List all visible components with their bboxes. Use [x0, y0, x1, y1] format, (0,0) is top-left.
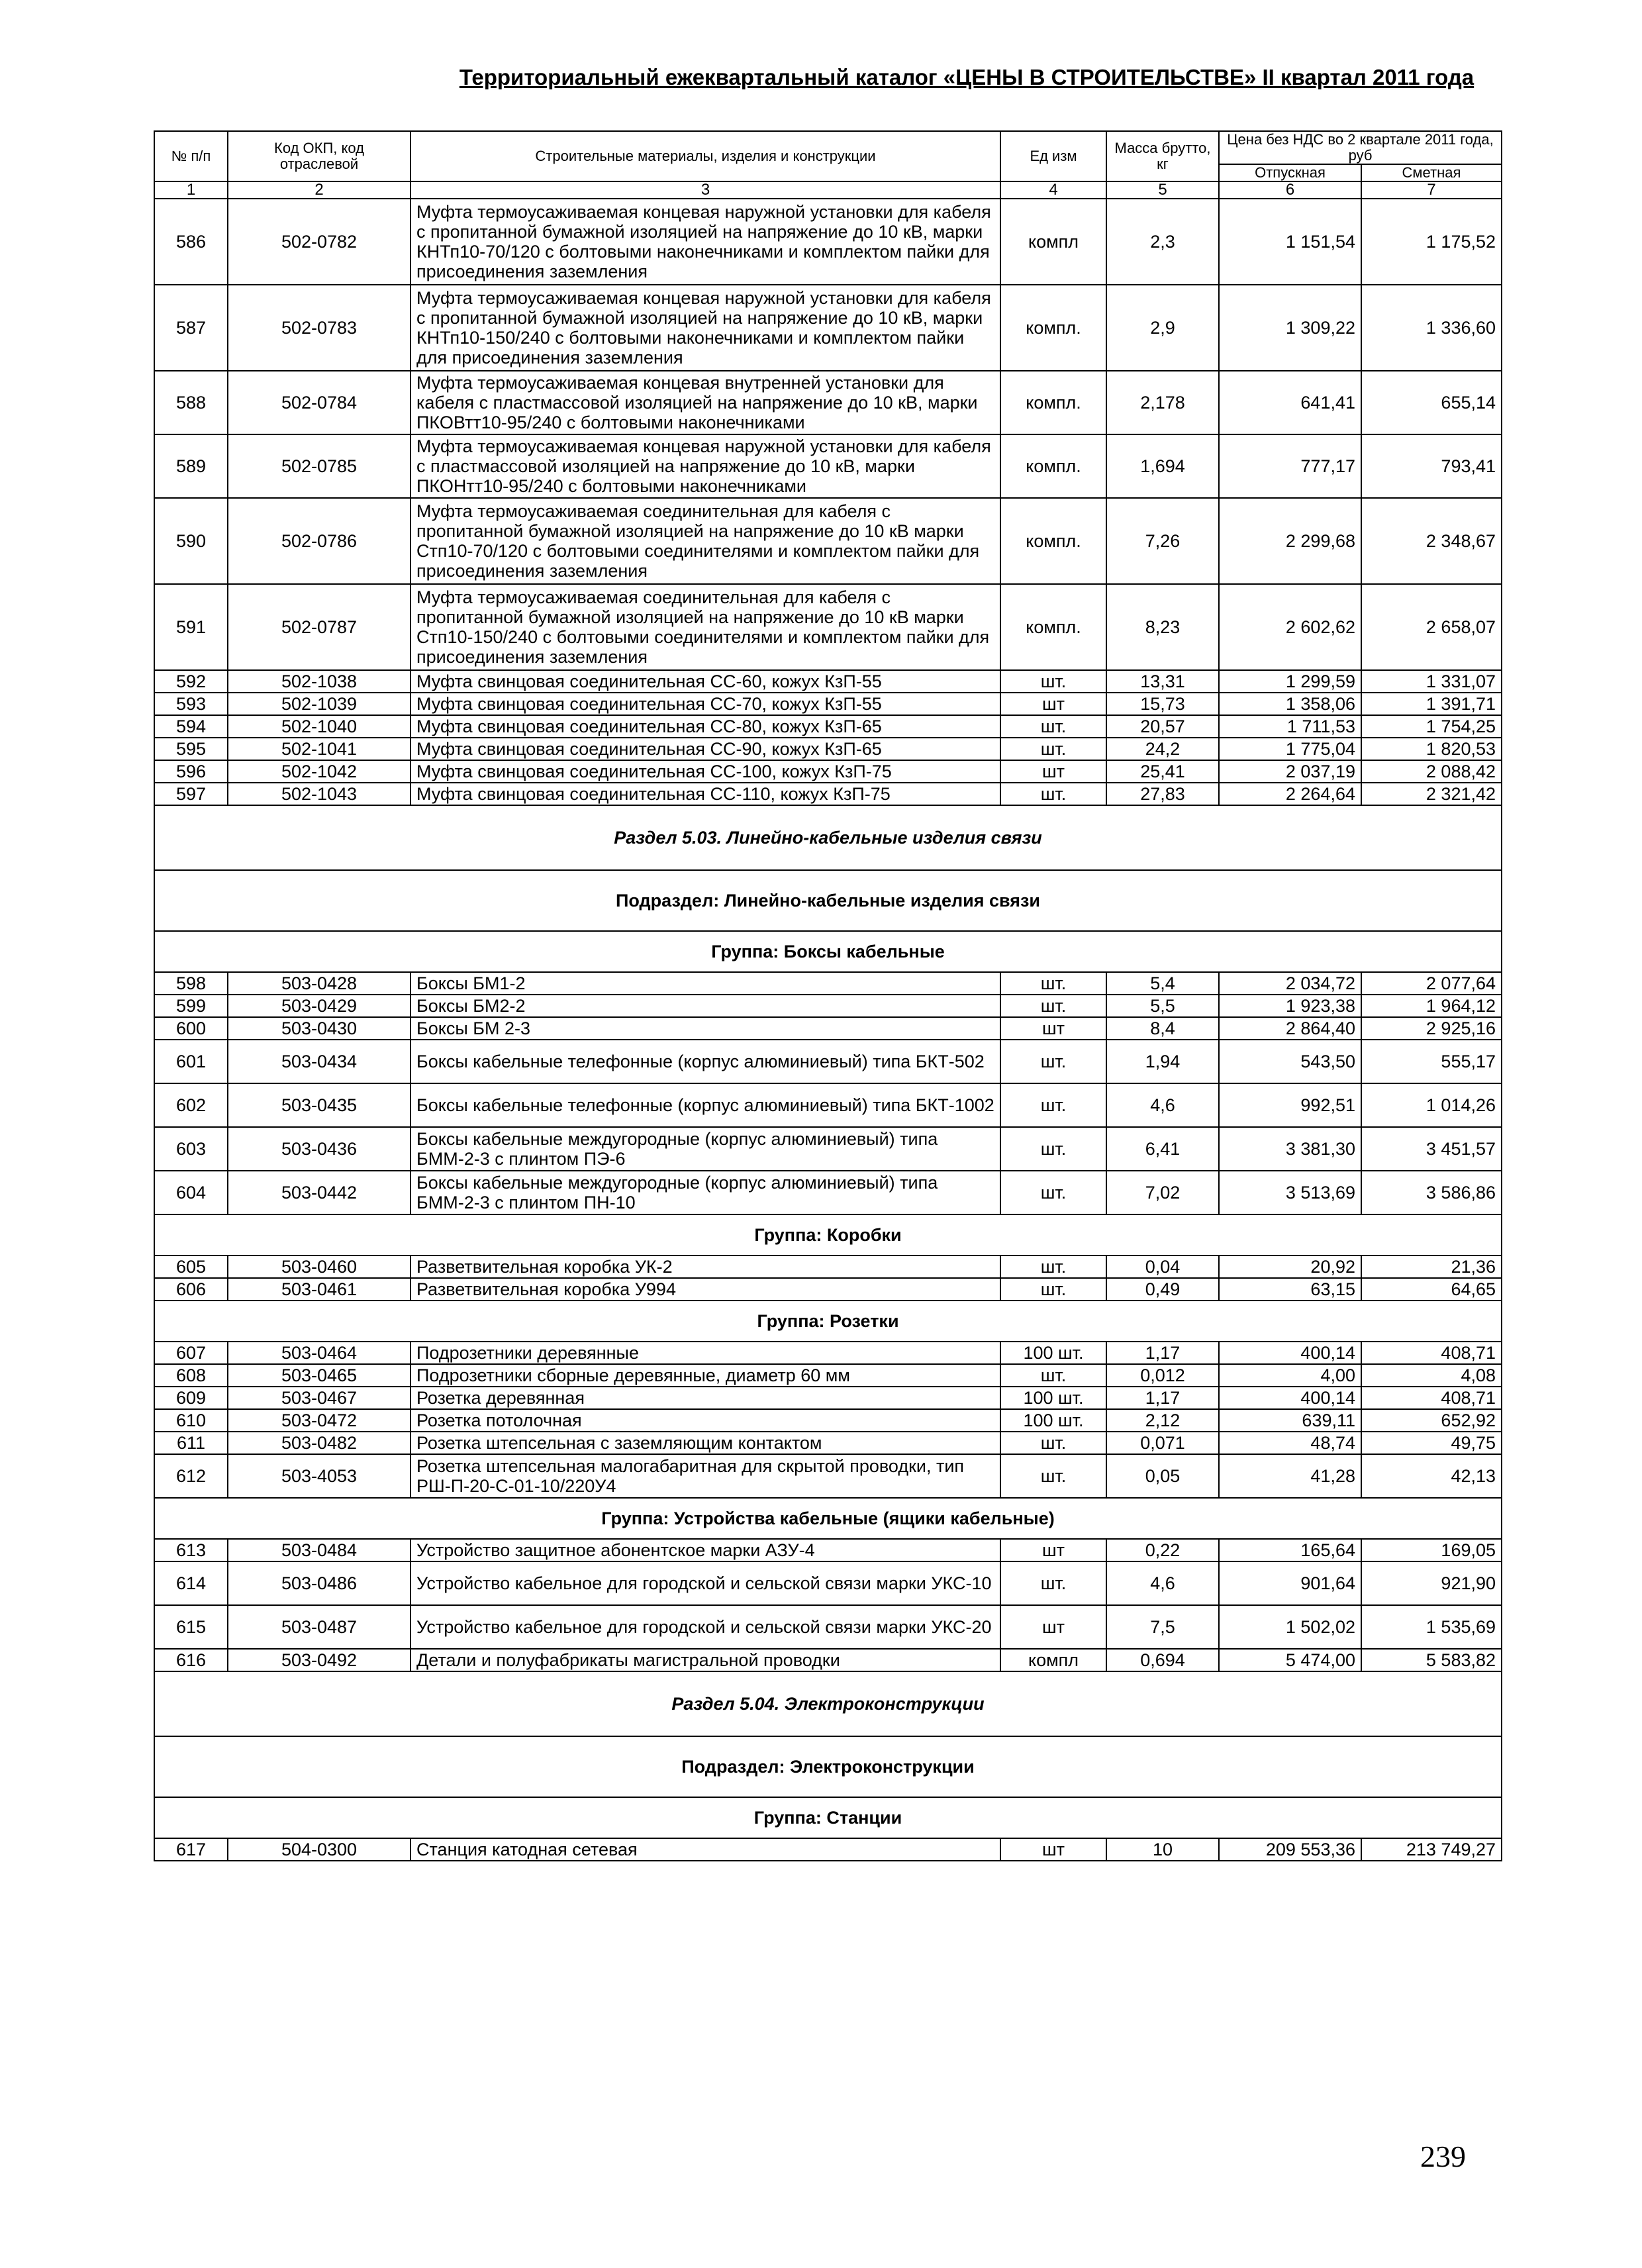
row-number: 617	[154, 1838, 228, 1861]
row-name: Боксы кабельные междугородные (корпус алюминиевый) типа БММ-2-3 с плинтом ПН-10	[410, 1171, 1000, 1214]
row-price-release: 48,74	[1219, 1432, 1361, 1454]
row-name: Устройство кабельное для городской и сельской связи марки УКС-10	[410, 1561, 1000, 1605]
row-code: 502-0787	[228, 584, 410, 670]
row-price-estimate: 4,08	[1361, 1364, 1502, 1387]
row-price-estimate: 1 820,53	[1361, 738, 1502, 760]
row-code: 503-0465	[228, 1364, 410, 1387]
group-heading-row	[154, 1797, 1502, 1838]
row-code: 503-0464	[228, 1342, 410, 1364]
table-row	[154, 1409, 1502, 1432]
section-heading-row	[154, 805, 1502, 870]
row-number: 590	[154, 498, 228, 584]
row-unit: 100 шт.	[1000, 1387, 1106, 1409]
row-name: Муфта свинцовая соединительная СС-100, кожух КзП-75	[410, 760, 1000, 783]
row-mass: 1,94	[1106, 1040, 1219, 1083]
table-row	[154, 1649, 1502, 1671]
row-code: 503-0467	[228, 1387, 410, 1409]
table-row	[154, 285, 1502, 371]
row-price-estimate: 921,90	[1361, 1561, 1502, 1605]
row-number: 599	[154, 995, 228, 1017]
row-price-estimate: 2 658,07	[1361, 584, 1502, 670]
row-price-release: 41,28	[1219, 1454, 1361, 1498]
row-price-release: 1 502,02	[1219, 1605, 1361, 1649]
row-unit: компл.	[1000, 434, 1106, 498]
column-number: 6	[1219, 181, 1361, 199]
row-name: Муфта свинцовая соединительная СС-70, кожух КзП-55	[410, 693, 1000, 715]
column-number: 5	[1106, 181, 1219, 199]
row-number: 591	[154, 584, 228, 670]
row-price-estimate: 408,71	[1361, 1387, 1502, 1409]
row-mass: 4,6	[1106, 1561, 1219, 1605]
row-code: 502-1042	[228, 760, 410, 783]
row-price-release: 2 602,62	[1219, 584, 1361, 670]
row-number: 607	[154, 1342, 228, 1364]
row-code: 502-0786	[228, 498, 410, 584]
row-number: 594	[154, 715, 228, 738]
column-number: 7	[1361, 181, 1502, 199]
row-mass: 15,73	[1106, 693, 1219, 715]
group-heading: Группа: Боксы кабельные	[154, 931, 1502, 972]
row-price-estimate: 655,14	[1361, 371, 1502, 434]
column-number: 1	[154, 181, 228, 199]
row-name: Подрозетники деревянные	[410, 1342, 1000, 1364]
row-mass: 0,071	[1106, 1432, 1219, 1454]
row-unit: шт	[1000, 1539, 1106, 1561]
col-header-name: Строительные материалы, изделия и конструкции	[410, 131, 1000, 181]
row-number: 605	[154, 1256, 228, 1278]
row-mass: 0,04	[1106, 1256, 1219, 1278]
table-row	[154, 1278, 1502, 1301]
subsection-heading: Подраздел: Линейно-кабельные изделия связи	[154, 870, 1502, 931]
row-name: Розетка штепсельная с заземляющим контактом	[410, 1432, 1000, 1454]
row-price-estimate: 1 336,60	[1361, 285, 1502, 371]
row-mass: 0,012	[1106, 1364, 1219, 1387]
row-name: Розетка штепсельная малогабаритная для скрытой проводки, тип РШ-П-20-С-01-10/220У4	[410, 1454, 1000, 1498]
row-number: 593	[154, 693, 228, 715]
row-code: 502-0782	[228, 199, 410, 285]
row-price-estimate: 64,65	[1361, 1278, 1502, 1301]
row-price-release: 1 923,38	[1219, 995, 1361, 1017]
row-price-estimate: 1 535,69	[1361, 1605, 1502, 1649]
row-number: 601	[154, 1040, 228, 1083]
col-header-price-release: Отпускная	[1219, 164, 1361, 181]
row-code: 503-0428	[228, 972, 410, 995]
row-number: 610	[154, 1409, 228, 1432]
row-mass: 7,02	[1106, 1171, 1219, 1214]
row-price-estimate: 555,17	[1361, 1040, 1502, 1083]
row-price-release: 4,00	[1219, 1364, 1361, 1387]
row-unit: шт.	[1000, 1278, 1106, 1301]
row-price-estimate: 2 925,16	[1361, 1017, 1502, 1040]
row-mass: 0,49	[1106, 1278, 1219, 1301]
row-code: 503-0430	[228, 1017, 410, 1040]
table-row	[154, 715, 1502, 738]
table-row	[154, 434, 1502, 498]
row-price-release: 63,15	[1219, 1278, 1361, 1301]
row-mass: 1,17	[1106, 1387, 1219, 1409]
row-unit: шт.	[1000, 1127, 1106, 1171]
table-row	[154, 199, 1502, 285]
row-mass: 0,694	[1106, 1649, 1219, 1671]
row-price-release: 2 264,64	[1219, 783, 1361, 805]
row-unit: шт.	[1000, 1256, 1106, 1278]
row-code: 503-0484	[228, 1539, 410, 1561]
row-mass: 27,83	[1106, 783, 1219, 805]
row-name: Муфта свинцовая соединительная СС-90, кожух КзП-65	[410, 738, 1000, 760]
table-row	[154, 371, 1502, 434]
row-price-release: 2 299,68	[1219, 498, 1361, 584]
row-mass: 7,5	[1106, 1605, 1219, 1649]
row-price-release: 777,17	[1219, 434, 1361, 498]
row-name: Муфта свинцовая соединительная СС-60, кожух КзП-55	[410, 670, 1000, 693]
group-heading-row	[154, 1214, 1502, 1256]
row-code: 503-0460	[228, 1256, 410, 1278]
row-number: 598	[154, 972, 228, 995]
row-unit: компл.	[1000, 498, 1106, 584]
section-heading: Раздел 5.03. Линейно-кабельные изделия связи	[154, 805, 1502, 870]
row-code: 503-0487	[228, 1605, 410, 1649]
row-unit: шт	[1000, 693, 1106, 715]
row-price-release: 543,50	[1219, 1040, 1361, 1083]
row-mass: 2,12	[1106, 1409, 1219, 1432]
row-price-release: 209 553,36	[1219, 1838, 1361, 1861]
table-row	[154, 760, 1502, 783]
row-unit: шт	[1000, 1017, 1106, 1040]
row-unit: шт.	[1000, 1083, 1106, 1127]
row-name: Боксы кабельные телефонные (корпус алюминиевый) типа БКТ-1002	[410, 1083, 1000, 1127]
row-price-estimate: 1 754,25	[1361, 715, 1502, 738]
subsection-heading-row	[154, 1736, 1502, 1797]
table-row	[154, 1432, 1502, 1454]
row-name: Муфта термоусаживаемая концевая наружной установки для кабеля с пропитанной бумажной изоляцией на напряжение до 10 кВ, марки КНТп10-150/240 с болтовыми наконечниками и комплектом пайки для присоединения заземления	[410, 285, 1000, 371]
row-mass: 25,41	[1106, 760, 1219, 783]
row-mass: 6,41	[1106, 1127, 1219, 1171]
row-price-estimate: 2 088,42	[1361, 760, 1502, 783]
table-row	[154, 498, 1502, 584]
table-row	[154, 1387, 1502, 1409]
row-unit: компл	[1000, 199, 1106, 285]
row-code: 502-0783	[228, 285, 410, 371]
row-unit: шт.	[1000, 1364, 1106, 1387]
page-header: Территориальный ежеквартальный каталог «ЦЕНЫ В СТРОИТЕЛЬСТВЕ» II квартал 2011 года	[459, 65, 1474, 89]
row-price-estimate: 1 331,07	[1361, 670, 1502, 693]
row-name: Розетка потолочная	[410, 1409, 1000, 1432]
row-name: Боксы БМ 2-3	[410, 1017, 1000, 1040]
column-number-row	[154, 181, 1502, 199]
row-code: 503-4053	[228, 1454, 410, 1498]
row-code: 502-1039	[228, 693, 410, 715]
row-unit: шт.	[1000, 972, 1106, 995]
table-row	[154, 1040, 1502, 1083]
table-row	[154, 1838, 1502, 1861]
row-price-release: 1 151,54	[1219, 199, 1361, 285]
row-price-estimate: 5 583,82	[1361, 1649, 1502, 1671]
row-code: 503-0442	[228, 1171, 410, 1214]
table-row	[154, 584, 1502, 670]
row-mass: 1,17	[1106, 1342, 1219, 1364]
group-heading: Группа: Коробки	[154, 1214, 1502, 1256]
row-price-estimate: 2 077,64	[1361, 972, 1502, 995]
row-price-release: 3 381,30	[1219, 1127, 1361, 1171]
row-unit: шт.	[1000, 1561, 1106, 1605]
row-unit: шт.	[1000, 1171, 1106, 1214]
row-name: Боксы кабельные междугородные (корпус алюминиевый) типа БММ-2-3 с плинтом ПЭ-6	[410, 1127, 1000, 1171]
row-number: 609	[154, 1387, 228, 1409]
row-unit: шт.	[1000, 1432, 1106, 1454]
row-mass: 1,694	[1106, 434, 1219, 498]
row-name: Муфта термоусаживаемая концевая наружной установки для кабеля с пропитанной бумажной изоляцией на напряжение до 10 кВ, марки КНТп10-70/120 с болтовыми наконечниками и комплектом пайки для присоединения заземления	[410, 199, 1000, 285]
group-heading-row	[154, 1498, 1502, 1539]
row-number: 600	[154, 1017, 228, 1040]
row-code: 503-0482	[228, 1432, 410, 1454]
row-price-release: 1 711,53	[1219, 715, 1361, 738]
row-name: Подрозетники сборные деревянные, диаметр 60 мм	[410, 1364, 1000, 1387]
table-row	[154, 1561, 1502, 1605]
table-row	[154, 1605, 1502, 1649]
table-row	[154, 1127, 1502, 1171]
row-number: 611	[154, 1432, 228, 1454]
row-number: 615	[154, 1605, 228, 1649]
row-mass: 5,4	[1106, 972, 1219, 995]
row-unit: шт.	[1000, 995, 1106, 1017]
row-price-estimate: 793,41	[1361, 434, 1502, 498]
row-number: 587	[154, 285, 228, 371]
row-name: Муфта термоусаживаемая концевая наружной установки для кабеля с пластмассовой изоляцией на напряжение до 10 кВ, марки ПКОНтт10-95/240 с болтовыми наконечниками	[410, 434, 1000, 498]
row-name: Боксы БМ2-2	[410, 995, 1000, 1017]
col-header-num: № п/п	[154, 131, 228, 181]
row-unit: шт.	[1000, 1040, 1106, 1083]
row-mass: 5,5	[1106, 995, 1219, 1017]
row-unit: шт	[1000, 760, 1106, 783]
row-name: Боксы БМ1-2	[410, 972, 1000, 995]
row-code: 503-0429	[228, 995, 410, 1017]
table-row	[154, 1539, 1502, 1561]
row-number: 602	[154, 1083, 228, 1127]
row-number: 595	[154, 738, 228, 760]
row-number: 614	[154, 1561, 228, 1605]
row-price-estimate: 1 391,71	[1361, 693, 1502, 715]
table-row	[154, 1364, 1502, 1387]
row-code: 502-0784	[228, 371, 410, 434]
row-name: Разветвительная коробка УК-2	[410, 1256, 1000, 1278]
row-price-estimate: 3 586,86	[1361, 1171, 1502, 1214]
row-code: 502-1038	[228, 670, 410, 693]
row-price-release: 3 513,69	[1219, 1171, 1361, 1214]
row-price-release: 1 775,04	[1219, 738, 1361, 760]
group-heading: Группа: Станции	[154, 1797, 1502, 1838]
row-name: Устройство защитное абонентское марки АЗУ-4	[410, 1539, 1000, 1561]
row-code: 504-0300	[228, 1838, 410, 1861]
row-number: 604	[154, 1171, 228, 1214]
table-row	[154, 670, 1502, 693]
row-code: 503-0486	[228, 1561, 410, 1605]
row-price-estimate: 21,36	[1361, 1256, 1502, 1278]
row-price-release: 641,41	[1219, 371, 1361, 434]
row-unit: 100 шт.	[1000, 1342, 1106, 1364]
row-mass: 8,4	[1106, 1017, 1219, 1040]
row-price-estimate: 1 964,12	[1361, 995, 1502, 1017]
price-table	[154, 130, 1502, 1861]
col-header-unit: Ед изм	[1000, 131, 1106, 181]
table-row	[154, 1017, 1502, 1040]
row-mass: 0,05	[1106, 1454, 1219, 1498]
row-price-release: 2 034,72	[1219, 972, 1361, 995]
row-price-estimate: 2 321,42	[1361, 783, 1502, 805]
row-unit: шт	[1000, 1838, 1106, 1861]
subsection-heading: Подраздел: Электроконструкции	[154, 1736, 1502, 1797]
row-name: Разветвительная коробка У994	[410, 1278, 1000, 1301]
row-price-release: 5 474,00	[1219, 1649, 1361, 1671]
section-heading-row	[154, 1671, 1502, 1736]
row-price-estimate: 169,05	[1361, 1539, 1502, 1561]
row-price-release: 1 309,22	[1219, 285, 1361, 371]
row-number: 588	[154, 371, 228, 434]
row-mass: 2,3	[1106, 199, 1219, 285]
row-unit: шт.	[1000, 783, 1106, 805]
row-unit: компл.	[1000, 371, 1106, 434]
section-heading: Раздел 5.04. Электроконструкции	[154, 1671, 1502, 1736]
table-row	[154, 1342, 1502, 1364]
row-number: 613	[154, 1539, 228, 1561]
row-code: 502-1043	[228, 783, 410, 805]
row-price-release: 1 299,59	[1219, 670, 1361, 693]
row-price-estimate: 3 451,57	[1361, 1127, 1502, 1171]
row-unit: шт.	[1000, 670, 1106, 693]
row-code: 503-0435	[228, 1083, 410, 1127]
row-price-estimate: 2 348,67	[1361, 498, 1502, 584]
row-mass: 20,57	[1106, 715, 1219, 738]
row-mass: 4,6	[1106, 1083, 1219, 1127]
row-number: 597	[154, 783, 228, 805]
row-number: 592	[154, 670, 228, 693]
row-name: Муфта термоусаживаемая соединительная для кабеля с пропитанной бумажной изоляцией на напряжение до 10 кВ марки Стп10-70/120 с болтовыми соединителями и комплектом пайки для присоединения заземления	[410, 498, 1000, 584]
row-price-release: 2 037,19	[1219, 760, 1361, 783]
row-mass: 2,9	[1106, 285, 1219, 371]
row-unit: шт.	[1000, 1454, 1106, 1498]
row-number: 608	[154, 1364, 228, 1387]
table-row	[154, 783, 1502, 805]
row-price-release: 165,64	[1219, 1539, 1361, 1561]
row-code: 502-1041	[228, 738, 410, 760]
row-price-estimate: 49,75	[1361, 1432, 1502, 1454]
row-number: 586	[154, 199, 228, 285]
row-price-estimate: 42,13	[1361, 1454, 1502, 1498]
row-name: Муфта термоусаживаемая соединительная для кабеля с пропитанной бумажной изоляцией на напряжение до 10 кВ марки Стп10-150/240 с болтовыми соединителями и комплектом пайки для присоединения заземления	[410, 584, 1000, 670]
row-price-release: 901,64	[1219, 1561, 1361, 1605]
table-row	[154, 1256, 1502, 1278]
row-number: 596	[154, 760, 228, 783]
row-unit: компл.	[1000, 285, 1106, 371]
row-price-estimate: 652,92	[1361, 1409, 1502, 1432]
row-code: 503-0436	[228, 1127, 410, 1171]
group-heading-row	[154, 931, 1502, 972]
table-row	[154, 972, 1502, 995]
row-price-release: 400,14	[1219, 1342, 1361, 1364]
row-name: Устройство кабельное для городской и сельской связи марки УКС-20	[410, 1605, 1000, 1649]
table-row	[154, 738, 1502, 760]
row-code: 502-0785	[228, 434, 410, 498]
group-heading: Группа: Розетки	[154, 1301, 1502, 1342]
row-price-release: 992,51	[1219, 1083, 1361, 1127]
row-name: Муфта свинцовая соединительная СС-80, кожух КзП-65	[410, 715, 1000, 738]
row-code: 503-0461	[228, 1278, 410, 1301]
row-code: 503-0472	[228, 1409, 410, 1432]
row-code: 502-1040	[228, 715, 410, 738]
row-number: 603	[154, 1127, 228, 1171]
col-header-mass: Масса брутто, кг	[1106, 131, 1219, 181]
row-price-release: 639,11	[1219, 1409, 1361, 1432]
table-row	[154, 693, 1502, 715]
row-unit: компл.	[1000, 584, 1106, 670]
row-unit: шт	[1000, 1605, 1106, 1649]
row-code: 503-0492	[228, 1649, 410, 1671]
row-price-release: 400,14	[1219, 1387, 1361, 1409]
table-row	[154, 1454, 1502, 1498]
row-name: Детали и полуфабрикаты магистральной проводки	[410, 1649, 1000, 1671]
col-header-price-estimate: Сметная	[1361, 164, 1502, 181]
row-mass: 2,178	[1106, 371, 1219, 434]
row-price-release: 1 358,06	[1219, 693, 1361, 715]
table-row	[154, 995, 1502, 1017]
row-mass: 10	[1106, 1838, 1219, 1861]
group-heading-row	[154, 1301, 1502, 1342]
table-row	[154, 1083, 1502, 1127]
row-name: Боксы кабельные телефонные (корпус алюминиевый) типа БКТ-502	[410, 1040, 1000, 1083]
row-mass: 8,23	[1106, 584, 1219, 670]
row-name: Станция катодная сетевая	[410, 1838, 1000, 1861]
row-name: Муфта термоусаживаемая концевая внутренней установки для кабеля с пластмассовой изоляцией на напряжение до 10 кВ, марки ПКОВтт10-95/240 с болтовыми наконечниками	[410, 371, 1000, 434]
row-mass: 24,2	[1106, 738, 1219, 760]
subsection-heading-row	[154, 870, 1502, 931]
column-number: 2	[228, 181, 410, 199]
row-code: 503-0434	[228, 1040, 410, 1083]
column-number: 4	[1000, 181, 1106, 199]
row-price-release: 2 864,40	[1219, 1017, 1361, 1040]
table-row	[154, 1171, 1502, 1214]
row-price-estimate: 1 014,26	[1361, 1083, 1502, 1127]
column-number: 3	[410, 181, 1000, 199]
col-header-code: Код ОКП, код отраслевой	[228, 131, 410, 181]
row-price-release: 20,92	[1219, 1256, 1361, 1278]
row-price-estimate: 1 175,52	[1361, 199, 1502, 285]
row-number: 606	[154, 1278, 228, 1301]
row-price-estimate: 213 749,27	[1361, 1838, 1502, 1861]
row-mass: 13,31	[1106, 670, 1219, 693]
row-unit: 100 шт.	[1000, 1409, 1106, 1432]
row-unit: шт.	[1000, 738, 1106, 760]
page-number: 239	[1420, 2140, 1466, 2173]
row-name: Розетка деревянная	[410, 1387, 1000, 1409]
row-number: 612	[154, 1454, 228, 1498]
row-mass: 0,22	[1106, 1539, 1219, 1561]
row-name: Муфта свинцовая соединительная СС-110, кожух КзП-75	[410, 783, 1000, 805]
row-unit: компл	[1000, 1649, 1106, 1671]
row-number: 589	[154, 434, 228, 498]
row-number: 616	[154, 1649, 228, 1671]
group-heading: Группа: Устройства кабельные (ящики кабельные)	[154, 1498, 1502, 1539]
row-unit: шт.	[1000, 715, 1106, 738]
row-mass: 7,26	[1106, 498, 1219, 584]
col-header-price: Цена без НДС во 2 квартале 2011 года, руб	[1219, 131, 1502, 164]
row-price-estimate: 408,71	[1361, 1342, 1502, 1364]
